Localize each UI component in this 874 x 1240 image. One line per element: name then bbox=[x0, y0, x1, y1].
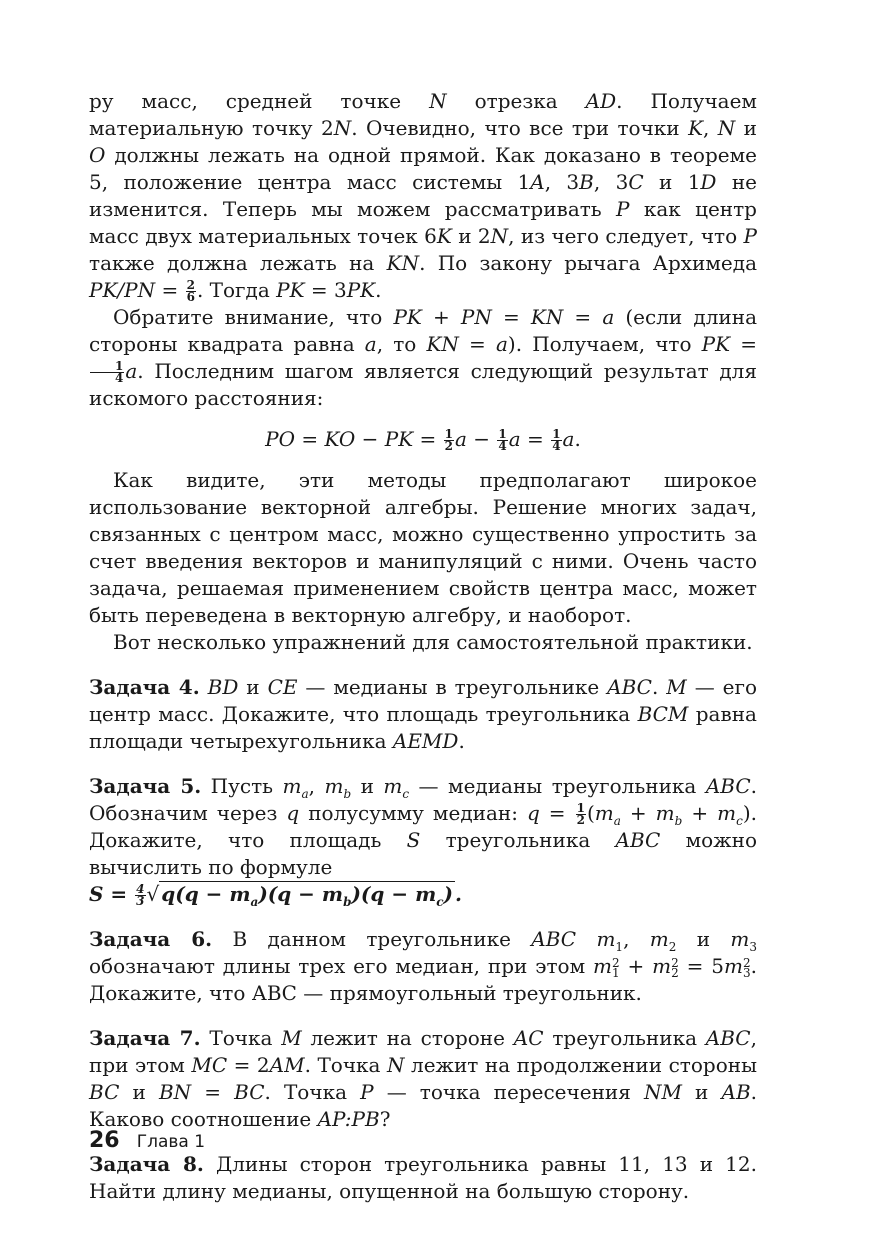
sqrt-icon: √ bbox=[146, 882, 160, 906]
fraction: $\frac{1}{2}$ bbox=[576, 801, 585, 827]
page-footer bbox=[89, 1128, 205, 1153]
task-heading: Задача 4. bbox=[89, 675, 200, 699]
fraction: $\frac{4}{3}$ bbox=[136, 882, 145, 908]
task-6: Задача 6. В данном треугольнике ABC $m_1$, $m_2$ и $m_3$ обозначают длины трех его медиан, при этом m 2 1 + m 2 2 = 5m 2 3 . Докажите, что АВС — прямоугольный треугольник. bbox=[89, 927, 758, 1005]
task-5: Задача 5. Пусть $m_a$, $m_b$ и $m_c$ — медианы треугольника ABC. Обозначим через q полусумму медиан: q = $\frac{1}{2}$ $(m_a + m_b + m_c)$. Докажите, что площадь S треугольника ABC можно вычислить по формуле S = $\frac{4}{3}$ √ $q(q - m_a)(q - m_b)(q - m_c)$ . bbox=[89, 774, 758, 909]
task-4: Задача 4. BD и CE — медианы в треугольнике ABC. M — его центр масс. Докажите, что площадь треугольника BCM равна площади четырехугольника AEMD. bbox=[89, 675, 757, 753]
task-heading: Задача 8. bbox=[89, 1152, 204, 1176]
page-number: 26 bbox=[89, 1128, 120, 1153]
task-heading: Задача 7. bbox=[89, 1026, 201, 1050]
display-formula: PO = KO − PK = $\frac{1}{2}$ a − $\frac{1}{4}$ a = $\frac{1}{4}$ a. bbox=[265, 427, 581, 453]
fraction: $\frac{1}{4}$ bbox=[552, 427, 561, 453]
fraction: $\frac{1}{4}$ bbox=[498, 427, 507, 453]
chapter-label: Глава 1 bbox=[136, 1132, 206, 1152]
area-formula: S = $\frac{4}{3}$ √ $q(q - m_a)(q - m_b)(q - m_c)$ . bbox=[89, 882, 462, 909]
fraction: $\frac{1}{2}$ bbox=[444, 427, 453, 453]
task-8: Задача 8. Длины сторон треугольника равны 11, 13 и 12. Найти длину медианы, опущенной на большую сторону. bbox=[89, 1152, 757, 1203]
task-7: Задача 7. Точка M лежит на стороне AC треугольника ABC, при этом MC = 2AM. Точка N лежит на продолжении стороны BC и BN = BC. Точка P — точка пересечения NM и AB. Каково соотношение AP:PB? bbox=[89, 1026, 757, 1131]
main-text bbox=[89, 88, 757, 1205]
paragraph-4: Вот несколько упражнений для самостоятельной практики. bbox=[113, 630, 753, 654]
fraction: $\frac{2}{6}$ bbox=[186, 278, 195, 304]
fraction: $\frac{1}{4}$ bbox=[90, 361, 124, 384]
task-heading: Задача 6. bbox=[89, 927, 213, 951]
paragraph-3: Как видите, эти методы предполагают широкое использование векторной алгебры. Решение многих задач, связанных с центром масс, можно существенно упростить за счет введения векторов и манипуляций с ними. Очень часто задача, решаемая применением свойств центра масс, может быть переведена в векторную алгебру, и наоборот. bbox=[89, 468, 757, 627]
paragraph-1: ру масс, средней точке N отрезка AD. Получаем материальную точку 2N. Очевидно, что все три точки K, N и O должны лежать на одной прямой. Как доказано в теореме 5, положение центра масс системы 1A, 3B, 3C и 1D не изменится. Теперь мы можем рассматривать P как центр масс двух материальных точек 6K и 2N, из чего следует, что P также должна лежать на KN. По закону рычага Архимеда PK/PN = $\frac{2}{6}$ . Тогда PK = 3PK. bbox=[89, 89, 758, 304]
task-heading: Задача 5. bbox=[89, 774, 202, 798]
paragraph-2: Обратите внимание, что PK + PN = KN = a (если длина стороны квадрата равна a, то KN = a). Получаем, что PK = $\frac{1}{4}$ a. Последним шагом является следующий результат для искомого расстояния: bbox=[89, 305, 757, 410]
